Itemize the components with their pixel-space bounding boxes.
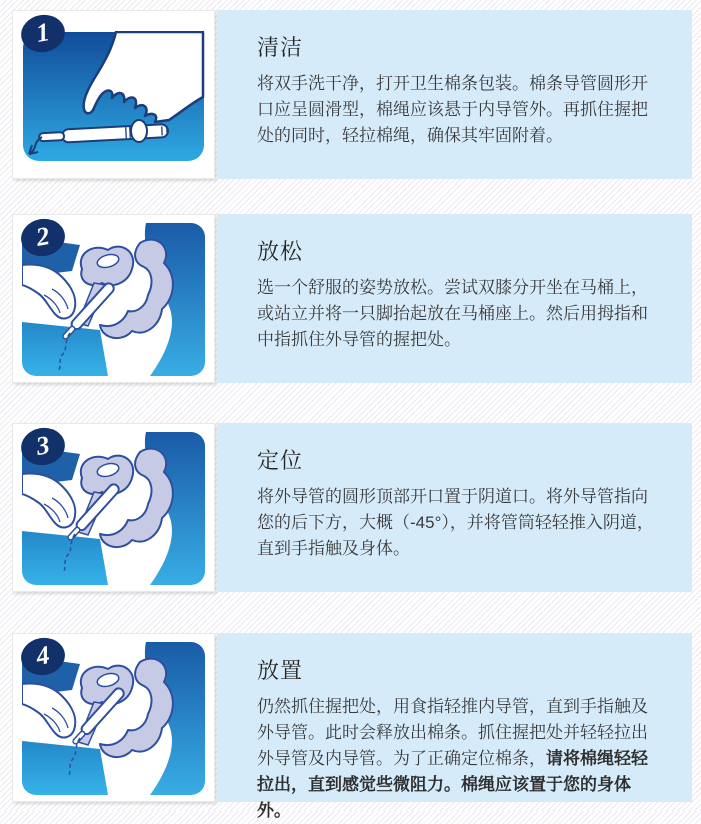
step-row-4: [0, 633, 701, 820]
step-number: 1: [33, 16, 52, 48]
step-4-text-panel: [217, 633, 692, 820]
step-4-illustration-card: [12, 633, 215, 802]
step-2-illustration-card: [12, 214, 215, 383]
step-body: 将双手洗干净，打开卫生棉条包装。棉条导管圆形开口应呈圆滑型，棉绳应该悬于内导管外。再抓住握把处的同时，轻拉棉绳，确保其牢固附着。: [257, 74, 648, 145]
step-body: 仍然抓住握把处，用食指轻推内导管，直到手指触及外导管。此时会释放出棉条。抓住握把处并轻轻拉出外导管及内导管。为了正确定位棉条，请将棉绳轻轻拉出，直到感觉些微阻力。棉绳应该置于您的身体外。: [257, 697, 648, 820]
step-row-2: [0, 214, 701, 383]
step-row-3: [0, 423, 701, 592]
step-number: 4: [33, 639, 52, 671]
step-body: 选一个舒服的姿势放松。尝试双膝分开坐在马桶上，或站立并将一只脚抬起放在马桶座上。然后用拇指和中指抓住外导管的握把处。: [257, 278, 648, 349]
step-1-text-panel: [217, 10, 692, 179]
step-3-illustration-card: [12, 423, 215, 592]
step-2-text-panel: [217, 214, 692, 383]
step-number: 2: [33, 220, 52, 252]
step-3-text-panel: [217, 423, 692, 592]
step-title: 定位: [257, 448, 304, 473]
step-number: 3: [33, 429, 52, 461]
step-title: 放松: [257, 239, 304, 264]
step-body: 将外导管的圆形顶部开口置于阴道口。将外导管指向您的后下方，大概（-45°），并将管筒轻轻推入阴道，直到手指触及身体。: [257, 487, 654, 558]
thigh-shape: [22, 531, 108, 585]
step-1-illustration-card: [12, 10, 215, 179]
step-title: 清洁: [257, 35, 304, 60]
thigh-shape: [22, 741, 108, 795]
step-row-1: [0, 10, 701, 179]
step-title: 放置: [257, 658, 304, 683]
pinching-finger: [131, 120, 147, 142]
